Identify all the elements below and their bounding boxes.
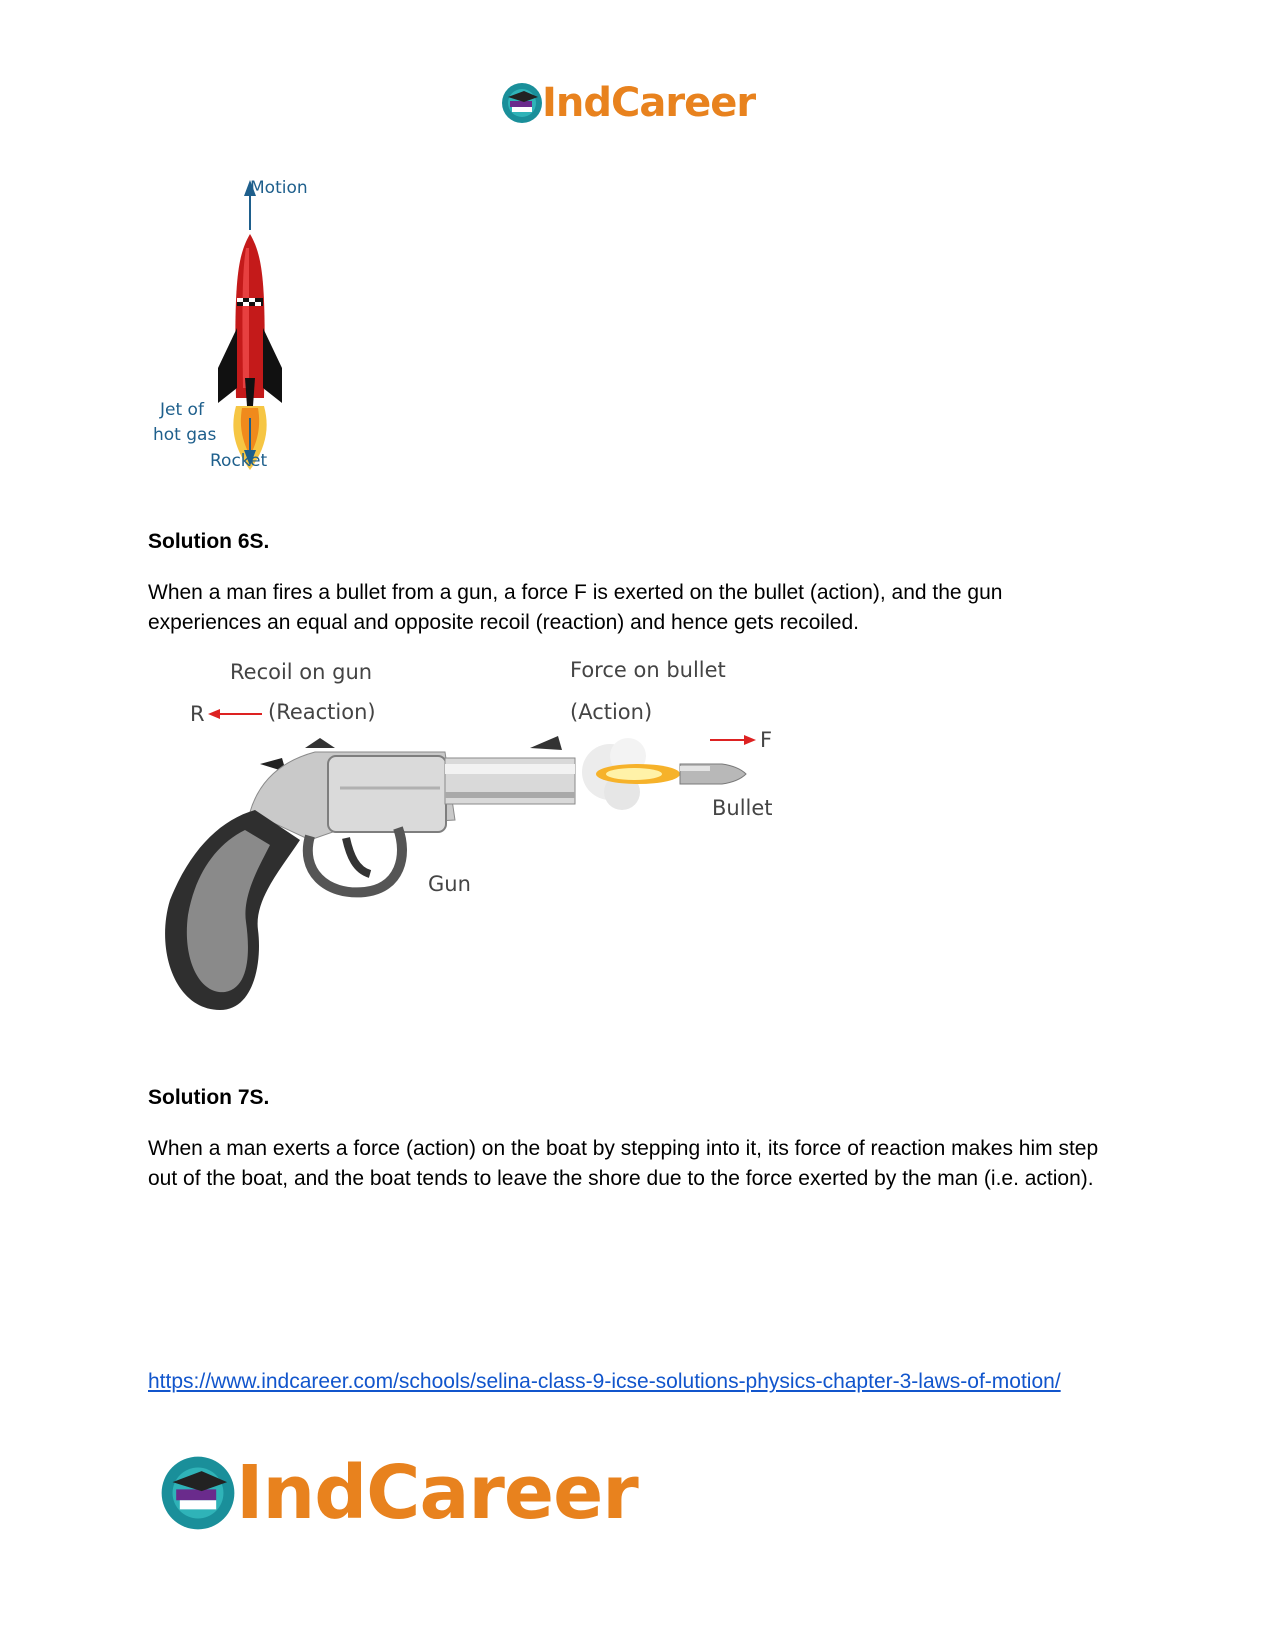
label-bullet: Bullet (712, 796, 773, 820)
gun-figure (150, 660, 790, 1050)
solution-6-heading: Solution 6S. (148, 530, 270, 553)
solution-6-text: When a man fires a bullet from a gun, a force F is exerted on the bullet (action), and the gun experiences an equal and opposite recoil (reaction) and hence gets recoiled. (148, 581, 1003, 634)
label-gun: Gun (428, 872, 471, 896)
header-logo (500, 78, 780, 128)
rocket-illustration (150, 178, 340, 498)
footer-logo (158, 1448, 718, 1538)
label-recoil-on-gun: Recoil on gun (230, 660, 373, 684)
rocket-figure (150, 178, 340, 498)
label-r: R (190, 702, 205, 726)
label-f: F (760, 728, 773, 752)
footer-logo-emblem-icon (158, 1453, 238, 1533)
label-jet-line1: Jet of (160, 400, 204, 420)
logo-emblem-icon (500, 81, 544, 125)
label-reaction: (Reaction) (268, 700, 376, 724)
label-rocket: Rocket (210, 451, 268, 471)
footer-logo-text: IndCareer (236, 1450, 638, 1536)
label-action: (Action) (570, 700, 653, 724)
label-motion: Motion (250, 178, 308, 198)
gun-illustration (150, 660, 790, 1050)
solution-7-text: When a man exerts a force (action) on the boat by stepping into it, its force of reaction makes him step out of the boat, and the boat tends to leave the shore due to the force exerted by the man (i.e. action). (148, 1137, 1099, 1190)
header-logo-text: IndCareer (542, 80, 756, 126)
label-force-on-bullet: Force on bullet (570, 658, 726, 682)
solution-7-heading: Solution 7S. (148, 1086, 270, 1109)
label-jet-line2: hot gas (153, 425, 217, 445)
source-link[interactable]: https://www.indcareer.com/schools/selina-class-9-icse-solutions-physics-chapter-3-laws-of-motion/ (148, 1370, 1061, 1393)
